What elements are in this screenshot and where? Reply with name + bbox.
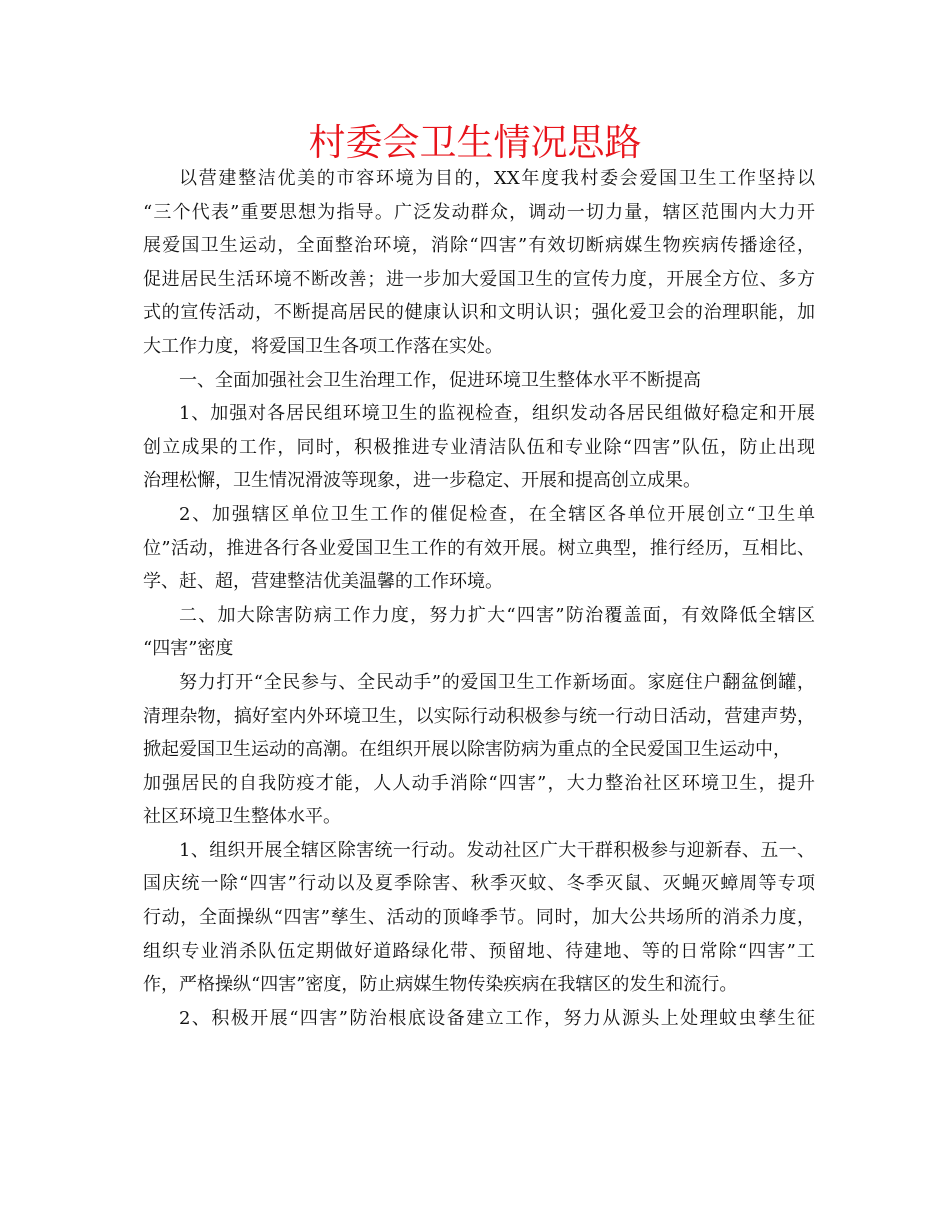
text-line: 加强居民的自我防疫才能，人人动手消除“四害”，大力整治社区环境卫生，提升 — [143, 772, 815, 794]
text-line: 位”活动，推进各行各业爱国卫生工作的有效开展。树立典型，推行经历，互相比、 — [143, 537, 815, 559]
text-line: 创立成果的工作，同时，积极推进专业清洁队伍和专业除“四害”队伍，防止出现 — [143, 436, 815, 458]
text-line: 国庆统一除“四害”行动以及夏季除害、秋季灭蚊、冬季灭鼠、灭蝇灭蟑周等专项 — [143, 873, 815, 895]
text-line: 大工作力度，将爱国卫生各项工作落在实处。 — [143, 335, 503, 357]
text-line: 一、全面加强社会卫生治理工作，促进环境卫生整体水平不断提高 — [179, 369, 701, 391]
text-line: “四害”密度 — [143, 638, 234, 660]
text-line: 行动，全面操纵“四害”孳生、活动的顶峰季节。同时，加大公共场所的消杀力度， — [143, 907, 815, 929]
text-line: 2、加强辖区单位卫生工作的催促检查，在全辖区各单位开展创立“卫生单 — [179, 503, 815, 525]
text-line: 学、赶、超，营建整洁优美温馨的工作环境。 — [143, 571, 503, 593]
text-line: 1、组织开展全辖区除害统一行动。发动社区广大干群积极参与迎新春、五一、 — [179, 839, 815, 861]
text-line: 二、加大除害防病工作力度，努力扩大“四害”防治覆盖面，有效降低全辖区 — [179, 604, 815, 626]
text-line: 1、加强对各居民组环境卫生的监视检查，组织发动各居民组做好稳定和开展 — [179, 403, 815, 425]
text-line: 清理杂物，搞好室内外环境卫生，以实际行动积极参与统一行动日活动，营建声势， — [143, 705, 815, 727]
text-line: 2、积极开展“四害”防治根底设备建立工作，努力从源头上处理蚊虫孳生征 — [179, 1007, 815, 1029]
text-line: 式的宣传活动，不断提高居民的健康认识和文明认识；强化爱卫会的治理职能，加 — [143, 302, 815, 324]
text-line: 组织专业消杀队伍定期做好道路绿化带、预留地、待建地、等的日常除“四害”工 — [143, 940, 815, 962]
document-body — [143, 162, 815, 1035]
text-line: 以营建整洁优美的市容环境为目的，XX年度我村委会爱国卫生工作坚持以 — [179, 168, 815, 189]
document-title: 村委会卫生情况思路 — [308, 121, 642, 164]
text-line: 社区环境卫生整体水平。 — [143, 806, 341, 828]
text-line: 治理松懈，卫生情况滑波等现象，进一步稳定、开展和提高创立成果。 — [143, 470, 701, 492]
text-line: 展爱国卫生运动，全面整治环境，消除“四害”有效切断病媒生物疾病传播途径， — [143, 235, 815, 257]
text-line: 作，严格操纵“四害”密度，防止病媒生物传染疾病在我辖区的发生和流行。 — [143, 974, 738, 996]
text-line: 努力打开“全民参与、全民动手”的爱国卫生工作新场面。家庭住户翻盆倒罐， — [179, 671, 815, 693]
text-line: 促进居民生活环境不断改善；进一步加大爱国卫生的宣传力度，开展全方位、多方 — [143, 268, 815, 290]
text-line: “三个代表”重要思想为指导。广泛发动群众，调动一切力量，辖区范围内大力开 — [143, 201, 815, 223]
text-line: 掀起爱国卫生运动的高潮。在组织开展以除害防病为重点的全民爱国卫生运动中， — [143, 739, 791, 761]
